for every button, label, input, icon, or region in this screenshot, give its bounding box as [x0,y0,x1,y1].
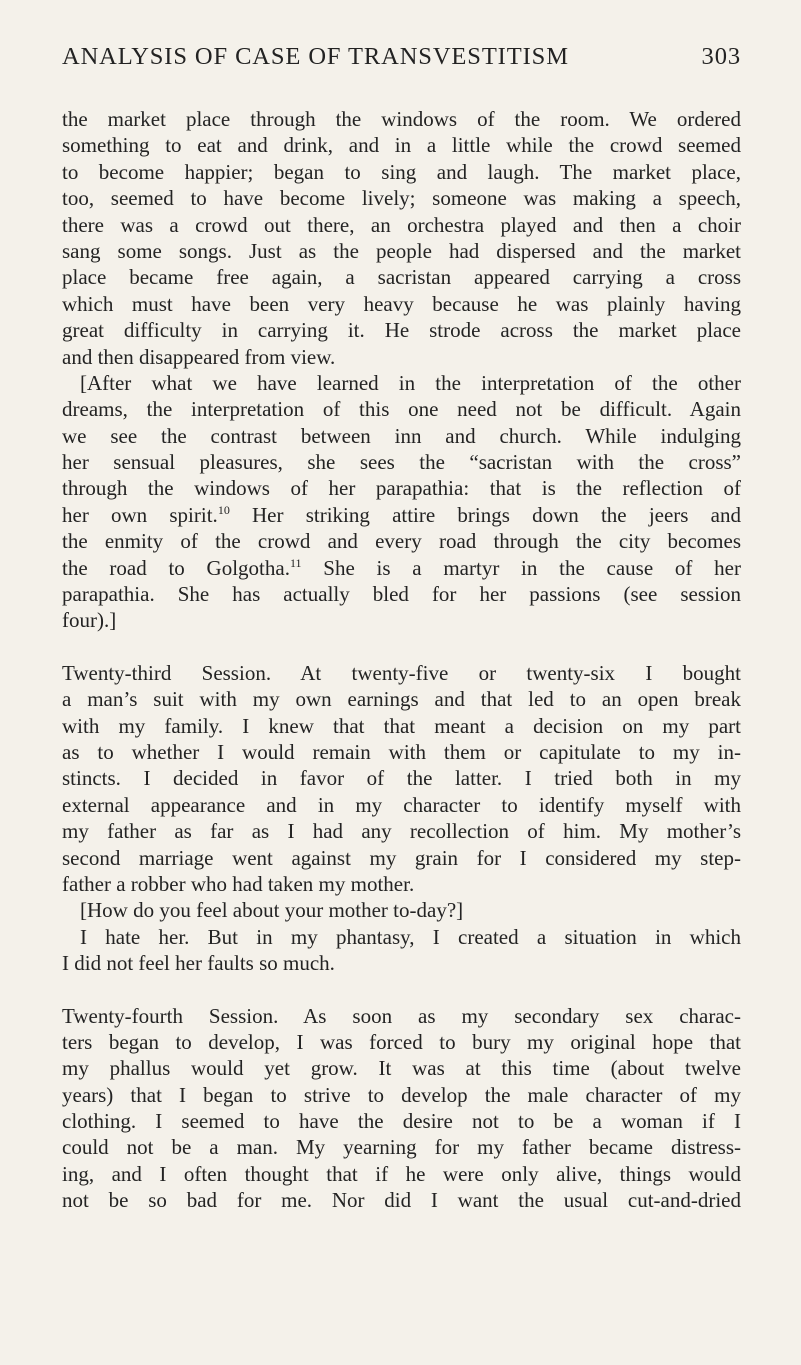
text-line: clothing. I seemed to have the desire not to be a woman if I [62,1109,741,1134]
paragraph-p5 [62,924,741,977]
text-line: sang some songs. Just as the people had dispersed and the market [62,238,741,263]
text-line: and then disappeared from view. [62,344,336,369]
text-line: [How do you feel about your mother to-day?] [80,898,464,923]
text-line: the road to Golgotha.$^{11}$ She is a martyr in the cause of her [62,555,741,580]
text-line: Twenty-third Session. At twenty-five or twenty-six I bought [62,660,741,685]
paragraph-p1 [62,106,741,370]
text-line: there was a crowd out there, an orchestra played and then a choir [62,212,741,237]
text-line: stincts. I decided in favor of the latter. I tried both in my [62,766,741,791]
footnote-marker: 10 [217,502,230,517]
text-line: dreams, the interpretation of this one need not be difficult. Again [62,397,741,422]
text-line: [After what we have learned in the interpretation of the other [80,370,741,395]
text-line: too, seemed to have become lively; someone was making a speech, [62,186,741,211]
text-line: my phallus would yet grow. It was at this time (about twelve [62,1056,741,1081]
text-line: with my family. I knew that that meant a decision on my part [62,713,741,738]
text-line: ing, and I often thought that if he were only alive, things would [62,1161,741,1186]
text-line: I hate her. But in my phantasy, I created a situation in which [80,924,741,949]
text-line: father a robber who had taken my mother. [62,871,415,896]
text-line: ters began to develop, I was forced to bury my original hope that [62,1029,741,1054]
body-text [62,106,741,1214]
text-line: not be so bad for me. Nor did I want the usual cut-and-dried [62,1188,741,1213]
paragraph-p2 [62,370,741,634]
text-line: years) that I began to strive to develop the male character of my [62,1082,741,1107]
text-line: through the windows of her parapathia: that is the reflection of [62,476,741,501]
text-line: to become happier; began to sing and laugh. The market place, [62,159,741,184]
paragraph-p4 [62,897,741,923]
text-line: second marriage went against my grain for I considered my step- [62,845,741,870]
paragraph-p6 [62,1003,741,1214]
text-line: a man’s suit with my own earnings and that led to an open break [62,687,741,712]
text-line: her sensual pleasures, she sees the “sacristan with the cross” [62,450,741,475]
text-line: something to eat and drink, and in a little while the crowd seemed [62,133,741,158]
text-line: the market place through the windows of the room. We ordered [62,107,741,131]
running-head-title: ANALYSIS OF CASE OF TRANSVESTITISM [62,43,569,70]
text-line: four).] [62,608,117,633]
text-line: which must have been very heavy because he was plainly having [62,291,741,316]
text-line: we see the contrast between inn and church. While indulging [62,423,741,448]
paragraph-gap [62,634,741,660]
text-line: parapathia. She has actually bled for her passions (see session [62,582,741,607]
text-line: as to whether I would remain with them or capitulate to my in- [62,739,741,764]
paragraph-p3 [62,660,741,898]
text-line: great difficulty in carrying it. He strode across the market place [62,318,741,343]
page-number: 303 [701,43,741,70]
text-line: my father as far as I had any recollection of him. My mother’s [62,819,741,844]
text-line: could not be a man. My yearning for my father became distress- [62,1135,741,1160]
text-line: her own spirit.$^{10}$ Her striking attire brings down the jeers and [62,502,741,527]
text-line: Twenty-fourth Session. As soon as my secondary sex charac- [62,1003,741,1028]
text-line: the enmity of the crowd and every road through the city becomes [62,529,741,554]
footnote-marker: 11 [289,555,302,570]
text-line: external appearance and in my character to identify myself with [62,792,741,817]
paragraph-gap [62,977,741,1003]
text-line: place became free again, a sacristan appeared carrying a cross [62,265,741,290]
text-line: I did not feel her faults so much. [62,951,335,976]
